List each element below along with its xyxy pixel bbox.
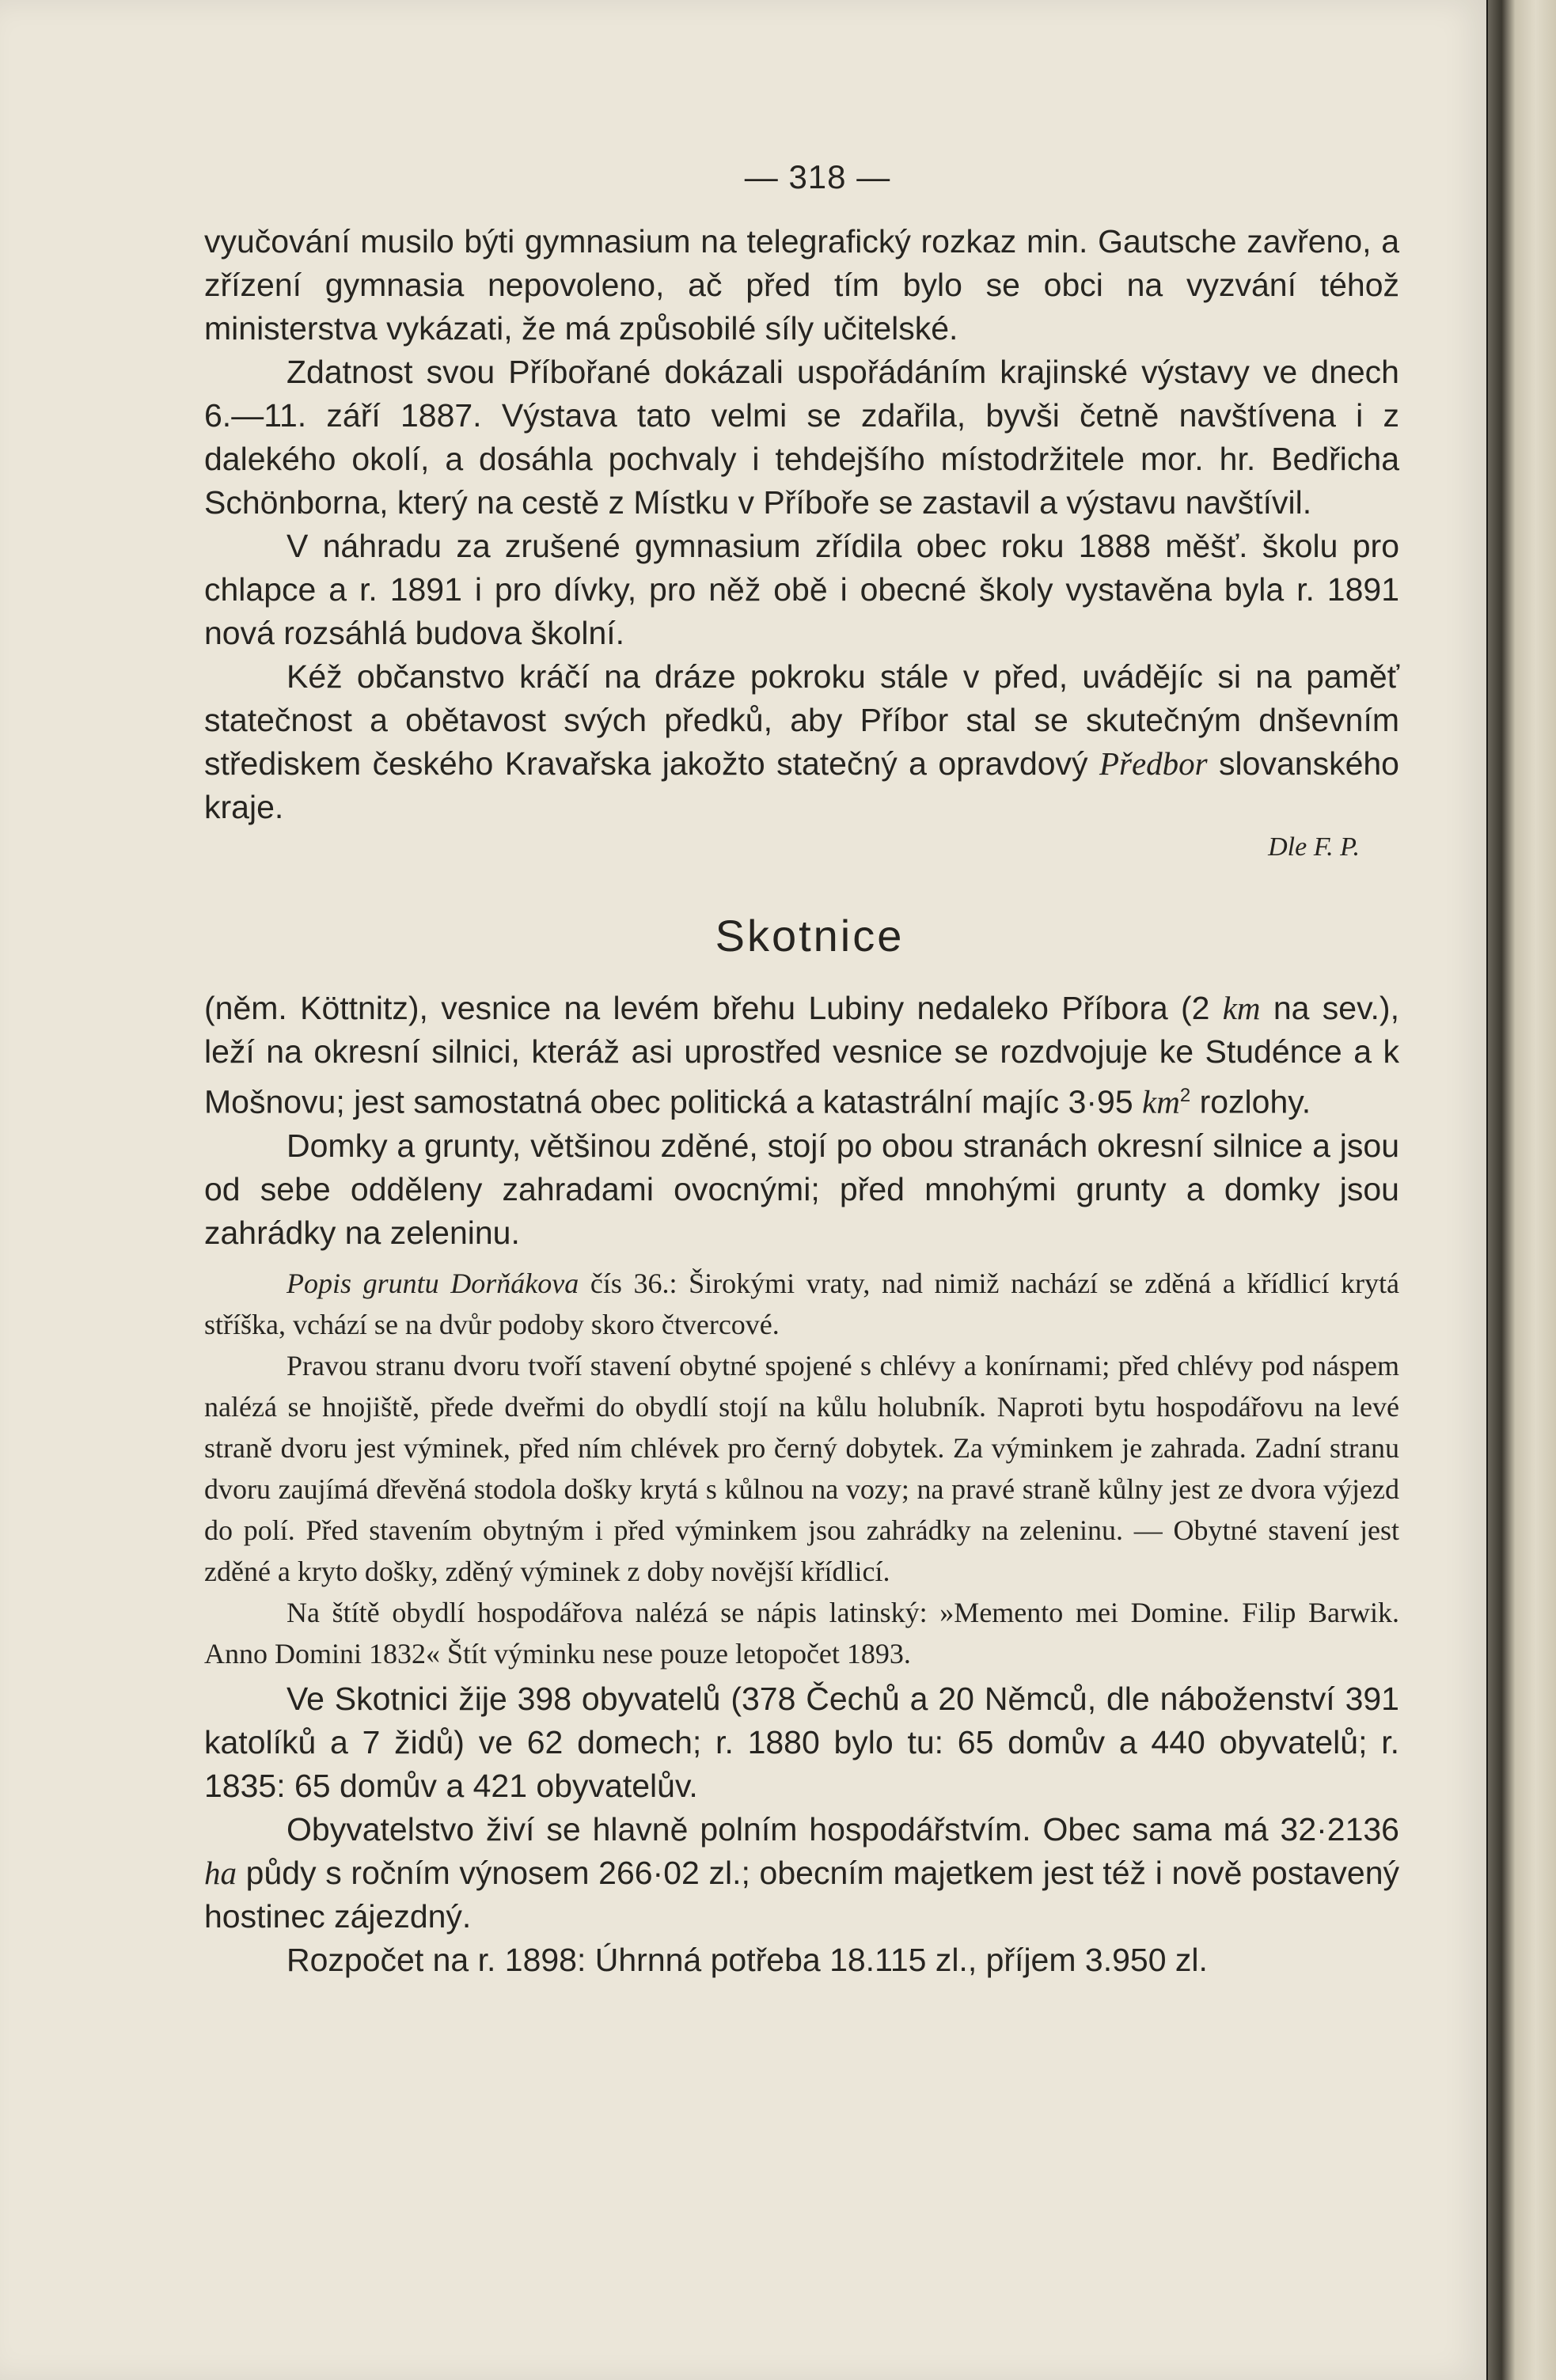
closing-wish-end: slovanského kraje.: [204, 745, 1399, 825]
section-title-skotnice: Skotnice: [715, 911, 905, 961]
paragraph-schools: V náhradu za zrušené gymnasium zřídila obec roku 1888 měšť. školu pro chlapce a r. 1891 i pro dívky, pro něž obě i obecné školy vystavěna byla r. 1891 nová rozsáhlá budova školní.: [204, 528, 1399, 651]
predbor-italic: Předbor: [1099, 745, 1208, 782]
paragraph-inscription: Na štítě obydlí hospodářova nalézá se nápis latinský: »Memento mei Domine. Filip Barwik. Anno Domini 1832« Štít výminku nese pouze letopočet 1893.: [204, 1596, 1399, 1669]
dornak-title-italic: Popis gruntu Dorňákova: [287, 1267, 579, 1299]
location-text-b: na sev.), leží na okresní silnici, kteráž asi uprostřed vesnice se rozdvojuje ke Studénce a k Mošnovu; jest samostatná obec politická a katastrální majíc 3·95: [204, 990, 1399, 1120]
paragraph-population: Ve Skotnici žije 398 obyvatelů (378 Čechů a 20 Němců, dle náboženství 391 katolíků a 7 židů) ve 62 domech; r. 1880 bylo tu: 65 domův a 440 obyvatelů; r. 1835: 65 domův a 421 obyvatelův.: [204, 1680, 1399, 1804]
paragraph-yard-description: Pravou stranu dvoru tvoří stavení obytné spojené s chlévy a konírnami; před chlévy pod náspem nalézá se hnojiště, přede dveřmi do obydlí stojí na kůlu holubník. Naproti bytu hospodářovu na levé straně dvoru jest výminek, před ním chlévek pro černý dobytek. Za výminkem je zahrada. Zadní stranu dvoru zaujímá dřevěná stodola došky krytá s kůlnou na vozy; na pravé straně kůlny jest ze dvora výjezd do polí. Před stavením obytným i před výminkem jsou zahrádky na zeleninu. — Obytné stavení jest zděné a kryto došky, zděný výminek z doby novější křídlicí.: [204, 1349, 1399, 1587]
economy-text-a: Obyvatelstvo živí se hlavně polním hospodářstvím. Obec sama má 32·2136: [287, 1810, 1399, 1848]
location-text-c: rozlohy.: [1190, 1083, 1311, 1120]
paragraph-houses: Domky a grunty, většinou zděné, stojí po obou stranách okresní silnice a jsou od sebe odděleny zahradami ovocnými; před mnohými grunty a domky jsou zahrádky na zeleninu.: [204, 1127, 1399, 1251]
source-signature: Dle F. P.: [1268, 832, 1360, 862]
economy-text-b: půdy s ročním výnosem 266·02 zl.; obecním majetkem jest též i nově postavený hostinec zájezdný.: [204, 1854, 1399, 1935]
paragraph-closing-wish: [204, 655, 1399, 829]
unit-km: km: [1222, 990, 1261, 1026]
page-content: [204, 158, 1399, 1982]
page-number: — 318 —: [744, 158, 891, 195]
paragraph-economy: [204, 1808, 1399, 1938]
unit-superscript: 2: [1179, 1085, 1191, 1106]
dornak-text: čís 36.: Širokými vraty, nad nimiž nachází se zděná a křídlicí krytá stříška, vchází se na dvůr podoby skoro čtvercové.: [204, 1267, 1399, 1340]
paragraph-budget: Rozpočet na r. 1898: Úhrnná potřeba 18.115 zl., příjem 3.950 zl.: [287, 1941, 1208, 1978]
paragraph-exhibition: Zdatnost svou Příbořané dokázali uspořádáním krajinské výstavy ve dnech 6.—11. září 1887. Výstava tato velmi se zdařila, byvši četně navštívena i z dalekého okolí, a dosáhla pochvaly i tehdejšího místodržitele mor. hr. Bedřicha Schönborna, který na cestě z Místku v Příboře se zastavil a výstavu navštívil.: [204, 354, 1399, 521]
closing-wish-text: Kéž občanstvo kráčí na dráze pokroku stále v před, uvádějíc si na paměť statečnost a obětavost svých předků, aby Příbor stal se skutečným dnševním střediskem českého Kravařska jakožto statečný a opravdový: [204, 658, 1399, 782]
paragraph-gymnasium-closure: vyučování musilo býti gymnasium na telegrafický rozkaz min. Gautsche zavřeno, a zřízení gymnasia nepovoleno, ač před tím bylo se obci na vyzvání téhož ministerstva vykázati, že má způsobilé síly učitelské.: [204, 223, 1399, 347]
book-binding: [1488, 0, 1556, 2380]
location-text-a: (něm. Köttnitz), vesnice na levém břehu Lubiny nedaleko Příbora (2: [204, 990, 1223, 1026]
unit-km2: km: [1142, 1083, 1180, 1120]
paragraph-dornak-description: [204, 1263, 1399, 1345]
unit-ha: ha: [204, 1854, 237, 1891]
paragraph-skotnice-location: [204, 987, 1399, 1124]
